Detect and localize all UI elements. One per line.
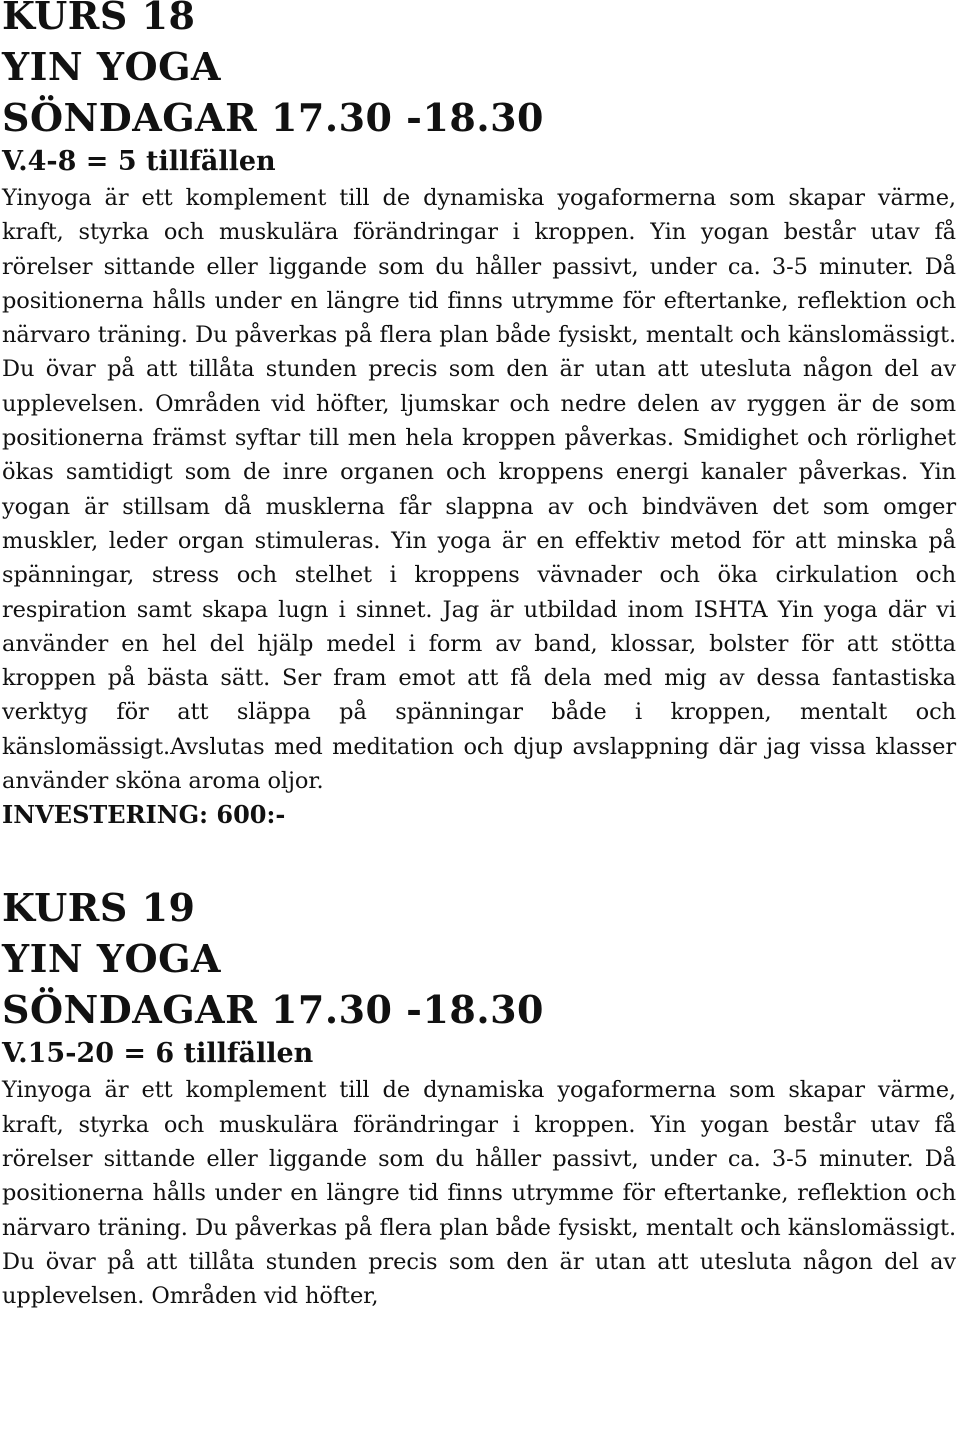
course-sessions: V.15-20 = 6 tillfällen [2, 1038, 314, 1070]
course-title: YIN YOGA [2, 44, 222, 89]
course-sessions: V.4-8 = 5 tillfällen [2, 146, 276, 177]
course-number: KURS 19 [2, 885, 196, 931]
course-section-19 [0, 882, 960, 1313]
course-description: Yinyoga är ett komplement till de dynamiska yogaformerna som skapar värme, kraft, styrka och muskulära förändringar i kroppen. Yin yogan består utav få rörelser sittande eller liggande som du håller passivt, under ca. 3-5 minuter. Då positionerna hålls under en längre tid finns utrymme för eftertanke, reflektion och närvaro träning. Du påverkas på flera plan både fysiskt, mentalt och känslomässigt. Du övar på att tillåta stunden precis som den är utan att utesluta någon del av upplevelsen. Områden vid höfter, [2, 1077, 956, 1310]
course-number: KURS 18 [2, 0, 196, 38]
course-title: YIN YOGA [2, 936, 222, 982]
course-investment: INVESTERING: 600:- [2, 800, 286, 830]
course-schedule: SÖNDAGAR 17.30 -18.30 [2, 987, 544, 1033]
course-description: Yinyoga är ett komplement till de dynamiska yogaformerna som skapar värme, kraft, styrka och muskulära förändringar i kroppen. Yin yogan består utav få rörelser sittande eller liggande som du håller passivt, under ca. 3-5 minuter. Då positionerna hålls under en längre tid finns utrymme för eftertanke, reflektion och närvaro träning. Du påverkas på flera plan både fysiskt, mentalt och känslomässigt. Du övar på att tillåta stunden precis som den är utan att utesluta någon del av upplevelsen. Områden vid höfter, ljumskar och nedre delen av ryggen är de som positionerna främst syftar till men hela kroppen påverkas. Smidighet och rörlighet ökas samtidigt som de inre organen och kroppens energi kanaler påverkas. Yin yogan är stillsam då musklerna får slappna av och bindväven det som omger muskler, leder organ stimuleras. Yin yoga är en effektiv metod för att minska på spänningar, stress och stelhet i kroppens vävnader och öka cirkulation och respiration samt skapa lugn i sinnet. Jag är utbildad inom ISHTA Yin yoga där vi använder en hel del hjälp medel i form av band, klossar, bolster för att stötta kroppen på bästa sätt. Ser fram emot att få dela med mig av dessa fantastiska verktyg för att släppa på spänningar både i kroppen, mentalt och känslomässigt.Avslutas med meditation och djup avslappning där jag vissa klasser använder sköna aroma oljor. [2, 185, 956, 795]
course-schedule: SÖNDAGAR 17.30 -18.30 [2, 95, 544, 140]
